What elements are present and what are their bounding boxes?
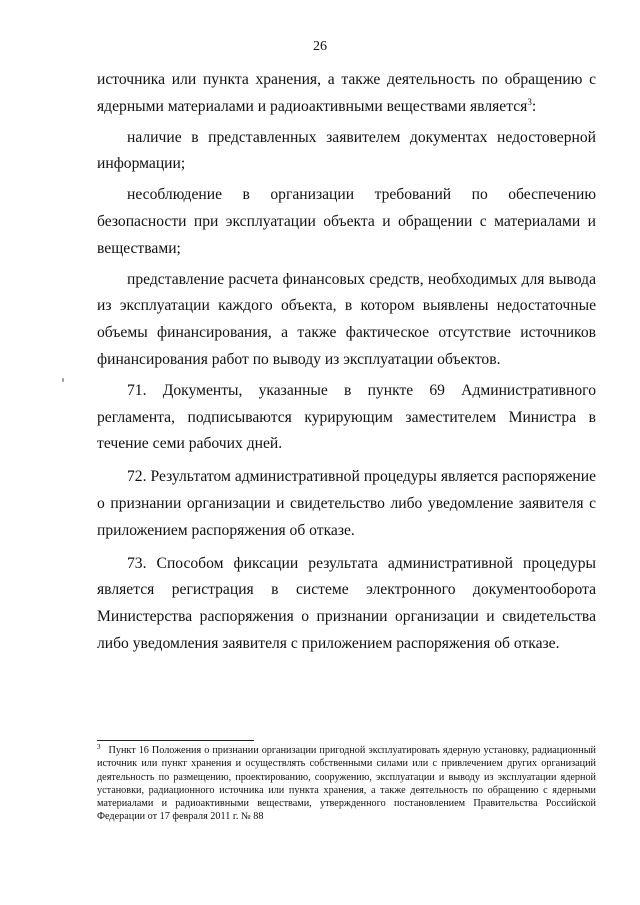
paragraph: несоблюдение в организации требований по обеспечению безопасности при эксплуатации объекта и обращении с материалами и веществами;	[97, 186, 596, 257]
paragraph-text: источника или пункта хранения, а также деятельность по обращению с ядерными материалами и радиоактивными веществами является	[97, 71, 596, 115]
scan-artifact	[62, 378, 64, 382]
footnote-text: Пункт 16 Положения о признании организации пригодной эксплуатировать ядерную установку, радиационный источник или пункт хранения и осуществлять собственными силами или с привлечением других организаций деятельность по размещению, проектированию, сооружению, эксплуатации и выводу из эксплуатации ядерной установки, радиационного источника или пункта хранения, а также деятельность по обращению с ядерными материалами и радиоактивными веществами, утвержденного постановлением Правительства Российской Федерации от 17 февраля 2011 г. № 88	[97, 745, 596, 823]
paragraph: представление расчета финансовых средств, необходимых для вывода из эксплуатации каждого объекта, в котором выявлены недостаточные объемы финансирования, а также фактическое отсутствие источников финансирования работ по выводу из эксплуатации объектов.	[97, 270, 596, 368]
footnote	[97, 744, 596, 824]
paragraph-item-73: 73. Способом фиксации результата административной процедуры является регистрация в системе электронного документооборота Министерства распоряжения о признании организации и свидетельства либо уведомления заявителя с приложением распоряжения об отказе.	[97, 554, 596, 652]
document-body	[97, 67, 596, 661]
paragraph-continuation	[97, 67, 596, 121]
footnote-reference[interactable]: 3	[527, 96, 532, 107]
footnote-separator	[97, 740, 254, 741]
paragraph-colon: :	[531, 97, 537, 115]
footnote-marker: 3	[97, 742, 101, 751]
paragraph: наличие в представленных заявителем документах недостоверной информации;	[97, 128, 596, 173]
page-number: 26	[313, 39, 327, 54]
paragraph-item-71: 71. Документы, указанные в пункте 69 Административного регламента, подписываются курирующим заместителем Министра в течение семи рабочих дней.	[97, 381, 596, 453]
paragraph-item-72: 72. Результатом административной процедуры является распоряжение о признании организации и свидетельство либо уведомление заявителя с приложением распоряжения об отказе.	[97, 468, 596, 539]
